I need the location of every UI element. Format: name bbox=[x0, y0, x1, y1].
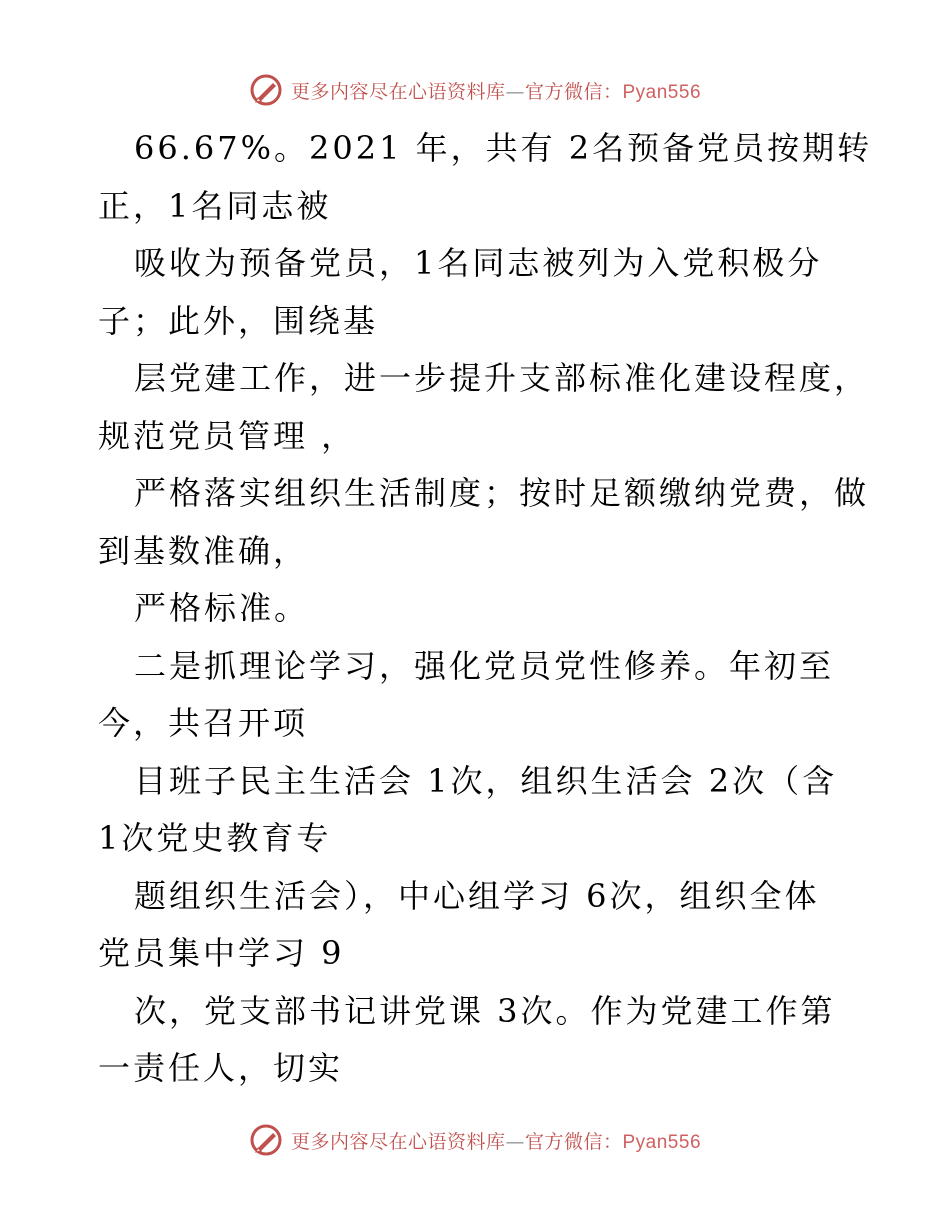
watermark-separator: — bbox=[505, 1130, 525, 1153]
watermark-id: Pyan556 bbox=[622, 81, 702, 103]
document-body bbox=[98, 120, 873, 1098]
text-line: 二是抓理论学习，强化党员党性修养。年初至 bbox=[134, 646, 835, 685]
text-line: 层党建工作，进一步提升支部标准化建设程度， bbox=[134, 359, 870, 397]
watermark-title: 更多内容尽在心语资料库 bbox=[290, 1130, 506, 1153]
watermark-separator: — bbox=[505, 80, 525, 103]
pen-logo-icon bbox=[249, 1123, 283, 1157]
text-line: 正，1名同志被 bbox=[98, 186, 332, 225]
text-line: 1次党史教育专 bbox=[98, 819, 332, 857]
watermark-channel: 官方微信： bbox=[524, 80, 623, 103]
header-watermark bbox=[0, 70, 950, 110]
pen-logo-icon bbox=[249, 73, 283, 107]
text-line: 一责任人，切实 bbox=[98, 1049, 344, 1087]
watermark-text bbox=[291, 77, 701, 104]
text-line: 严格落实组织生活制度；按时足额缴纳党费，做 bbox=[134, 474, 870, 512]
watermark-id: Pyan556 bbox=[622, 1131, 702, 1153]
text-line: 子；此外，围绕基 bbox=[98, 301, 379, 340]
text-line: 目班子民主生活会 1次，组织生活会 2次（含 bbox=[134, 761, 838, 800]
watermark-text bbox=[291, 1127, 701, 1154]
text-line: 次，党支部书记讲党课 3次。作为党建工作第 bbox=[134, 991, 836, 1030]
text-line: 66.67%。2021 年，共有 2名预备党员按期转 bbox=[134, 129, 873, 167]
footer-watermark bbox=[0, 1120, 950, 1160]
watermark-channel: 官方微信： bbox=[524, 1130, 623, 1153]
text-line: 到基数准确， bbox=[98, 531, 309, 570]
text-line: 今，共召开项 bbox=[98, 704, 309, 742]
text-line: 题组织生活会），中心组学习 6次，组织全体 bbox=[134, 876, 820, 915]
text-line: 吸收为预备党员，1名同志被列为入党积极分 bbox=[134, 244, 823, 282]
watermark-title: 更多内容尽在心语资料库 bbox=[290, 80, 506, 103]
text-line: 严格标准。 bbox=[134, 589, 310, 627]
text-line: 党员集中学习 9 bbox=[98, 934, 345, 972]
text-line: 规范党员管理 ， bbox=[98, 416, 357, 455]
